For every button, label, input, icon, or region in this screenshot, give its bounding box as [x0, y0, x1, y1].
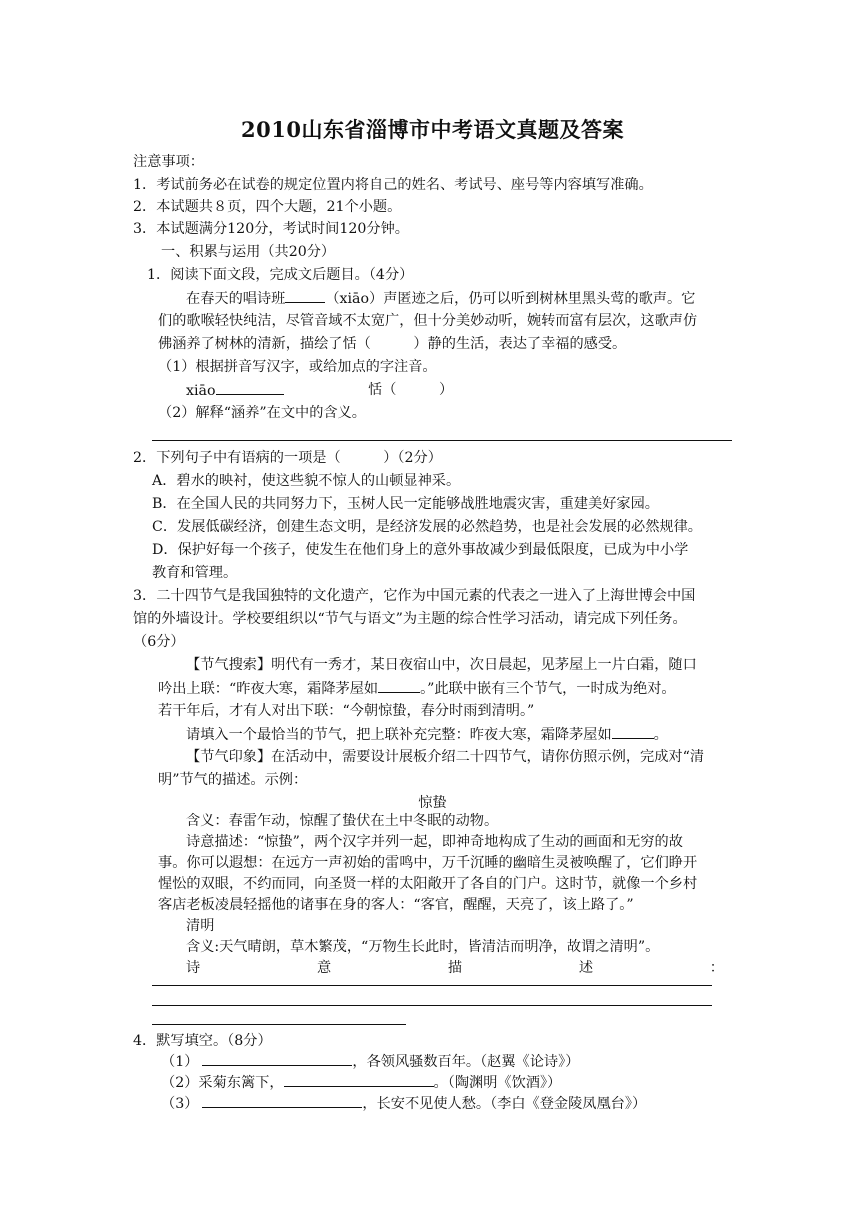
question-stem: 2．下列句子中有语病的一项是（ ）（2分） [133, 450, 442, 466]
notice-item: 2．本试题共８页，四个大题，21个小题。 [133, 199, 402, 215]
passage-text: 。 [653, 727, 668, 743]
passage-line: 们的歌喉轻快纯洁，尽管音域不太宽广，但十分美妙动听，婉转而富有层次，这歌声仿 [158, 313, 698, 329]
sub-question: （1）根据拼音写汉字，或给加点的字注音。 [158, 359, 437, 375]
pinyin-answer-row [186, 380, 284, 401]
question-stem: 1．阅读下面文段，完成文后题目。（4分） [147, 267, 414, 283]
prompt-char: ： [709, 960, 724, 976]
page-title: 2010山东省淄博市中考语文真题及答案 [241, 117, 624, 142]
item-text: 。（陶渊明《饮酒》） [433, 1075, 562, 1091]
passage-line: 明”节气的描述。示例： [158, 772, 308, 788]
passage-line [186, 288, 695, 309]
option-c: C．发展低碳经济，创建生态文明，是经济发展的必然趋势，也是社会发展的必然规律。 [152, 519, 702, 535]
answer-blank[interactable] [202, 1051, 352, 1066]
example-title: 惊蛰 [418, 795, 447, 811]
question-stem: 4．默写填空。（8分） [133, 1033, 272, 1049]
qingming-title: 清明 [186, 918, 215, 934]
answer-blank[interactable] [202, 1093, 362, 1108]
passage-line [158, 678, 676, 699]
answer-blank[interactable] [216, 380, 284, 395]
question-stem: （6分） [133, 634, 185, 650]
option-d-continued: 教育和管理。 [152, 565, 238, 581]
recitation-item [161, 1051, 579, 1072]
item-text: ，长安不见使人愁。（李白《登金陵凤凰台》） [362, 1096, 647, 1112]
passage-line: 【节气搜索】明代有一秀才，某日夜宿山中，次日晨起，见茅屋上一片白霜，随口 [186, 657, 697, 673]
description-prompt [186, 958, 724, 978]
poetic-description: 客店老板凌晨轻摇他的诸事在身的客人：“客官，醒醒，天亮了，该上路了。” [158, 897, 634, 913]
notice-header: 注意事项： [133, 154, 204, 170]
answer-line[interactable] [152, 1005, 712, 1006]
option-a: A．碧水的映衬，使这些貌不惊人的山顿显神采。 [152, 473, 461, 489]
question-stem: 馆的外墙设计。学校要组织以“节气与语文”为主题的综合性学习活动，请完成下列任务。 [133, 611, 687, 627]
recitation-item [161, 1072, 561, 1093]
poetic-description: 惺忪的双眼，不约而同，向圣贤一样的太阳敞开了各自的门户。这时节，就像一个乡村 [158, 876, 698, 892]
recitation-item [161, 1093, 646, 1114]
prompt-char: 诗 [186, 960, 201, 976]
item-number: （2） [161, 1075, 199, 1091]
poetic-description: 事。你可以遐想：在远方一声初始的雷鸣中，万千沉睡的幽暗生灵被唤醒了，它们睁开 [158, 855, 698, 871]
example-meaning: 含义：春雷乍动，惊醒了蛰伏在土中冬眠的动物。 [186, 813, 499, 829]
option-d: D．保护好每一个孩子，使发生在他们身上的意外事故减少到最低限度，已成为中小学 [152, 542, 689, 558]
passage-text: 请填入一个最恰当的节气，把上联补充完整：昨夜大寒，霜降茅屋如 [186, 727, 612, 743]
option-b: B．在全国人民的共同努力下，玉树人民一定能够战胜地震灾害，重建美好家园。 [152, 496, 659, 512]
prompt-char: 描 [447, 960, 463, 976]
answer-blank[interactable] [612, 724, 654, 739]
poetic-description: 诗意描述：“惊蛰”，两个汉字并列一起，即神奇地构成了生动的画面和无穷的故 [186, 834, 683, 850]
passage-text: 在春天的唱诗班 [186, 291, 286, 307]
item-text: ，各领风骚数百年。（赵翼《论诗》） [352, 1054, 580, 1070]
passage-line [186, 724, 668, 745]
passage-line: 【节气印象】在活动中，需要设计展板介绍二十四节气，请你仿照示例，完成对“清 [186, 749, 705, 765]
answer-blank[interactable] [285, 288, 325, 303]
answer-line[interactable] [152, 1024, 406, 1025]
passage-line: 佛涵养了树林的清新，描绘了恬（ ）静的生活，表达了幸福的感受。 [158, 336, 627, 352]
item-text: 采菊东篱下， [198, 1075, 284, 1091]
qingming-meaning: 含义:天气晴朗，草木繁茂，“万物生长此时，皆清洁而明净，故谓之清明”。 [186, 939, 660, 955]
passage-text: （xiāo）声匿迹之后，仍可以听到树林里黑头莺的歌声。它 [325, 291, 696, 307]
passage-text: 吟出上联：“昨夜大寒，霜降茅屋如 [158, 681, 379, 697]
sub-question: （2）解释“涵养”在文中的含义。 [158, 405, 366, 421]
answer-line[interactable] [152, 985, 712, 986]
notice-item: 3．本试题满分120分，考试时间120分钟。 [133, 221, 409, 237]
answer-blank[interactable] [378, 678, 420, 693]
pinyin-label: xiāo [186, 383, 216, 399]
tian-answer: 恬（ ） [368, 382, 454, 398]
notice-item: 1．考试前务必在试卷的规定位置内将自己的姓名、考试号、座号等内容填写准确。 [133, 177, 653, 193]
passage-line: 若干年后，才有人对出下联：“今朝惊蛰，春分时雨到清明。” [158, 703, 535, 719]
prompt-char: 意 [316, 960, 332, 976]
prompt-char: 述 [578, 960, 594, 976]
item-number: （1） [161, 1054, 199, 1070]
section-heading: 一、积累与运用（共20分） [161, 244, 336, 260]
question-stem: 3．二十四节气是我国独特的文化遗产，它作为中国元素的代表之一进入了上海世博会中国 [133, 588, 696, 604]
item-number: （3） [161, 1096, 199, 1112]
passage-text: 。”此联中嵌有三个节气，一时成为绝对。 [420, 681, 676, 697]
answer-blank[interactable] [284, 1072, 434, 1087]
answer-line[interactable] [152, 440, 732, 441]
